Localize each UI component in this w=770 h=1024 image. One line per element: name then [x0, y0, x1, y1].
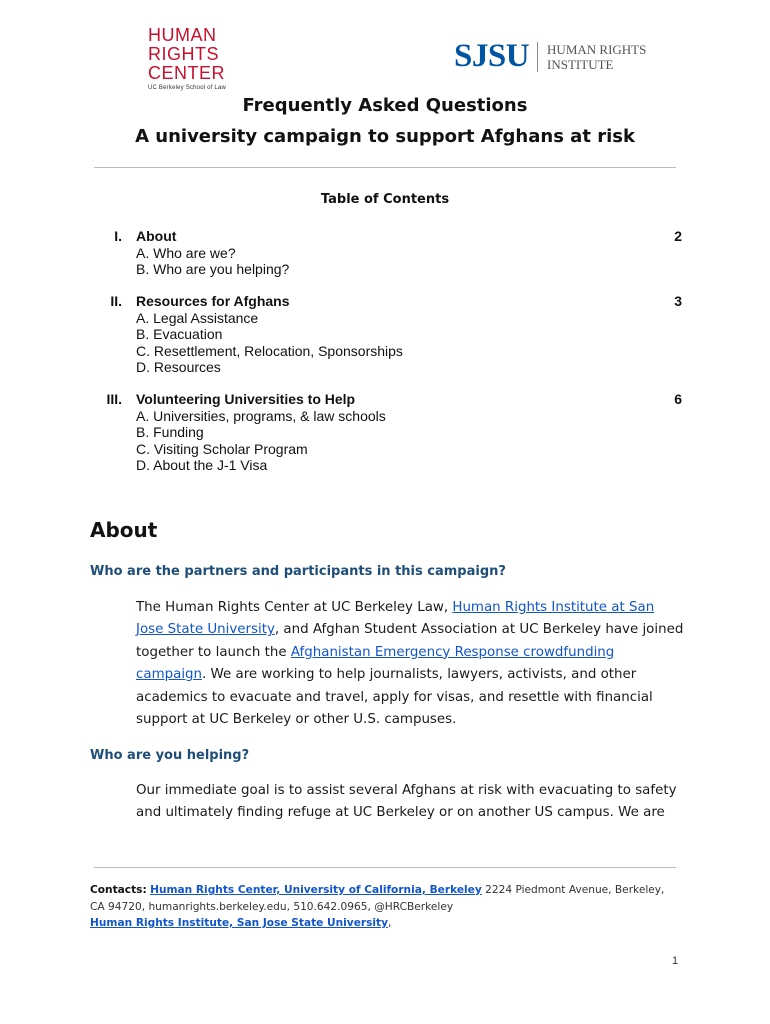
document-subtitle: A university campaign to support Afghans at risk [135, 126, 635, 147]
hri-contact-link[interactable]: Human Rights Institute, San Jose State University [90, 917, 389, 929]
about-heading: About [90, 518, 158, 542]
partners-paragraph [136, 597, 684, 731]
toc-item[interactable]: B. Funding [136, 424, 204, 440]
hrc-logo-line-1: HUMAN [148, 25, 217, 45]
hrc-logo-subtitle: UC Berkeley School of Law [148, 85, 227, 91]
hri-contact-details: , [388, 917, 392, 929]
hrc-logo-line-2: RIGHTS [148, 44, 220, 64]
toc-item[interactable]: B. Evacuation [136, 326, 223, 342]
page-number: 1 [672, 955, 679, 967]
toc-item[interactable]: C. Resettlement, Relocation, Sponsorships [136, 342, 403, 359]
toc-item[interactable]: D. Resources [136, 359, 221, 375]
toc-item[interactable]: B. Who are you helping? [136, 261, 290, 277]
toc-item[interactable]: C. Visiting Scholar Program [136, 440, 308, 457]
contacts-label: Contacts: [90, 884, 147, 896]
toc-item[interactable]: A. Universities, programs, & law schools [136, 407, 386, 424]
table-of-contents [88, 228, 682, 488]
question-partners: Who are the partners and participants in this campaign? [90, 564, 506, 579]
toc-section-heading[interactable]: About [136, 228, 177, 244]
sjsu-institute-line-2: INSTITUTE [547, 56, 614, 72]
title-divider [94, 167, 676, 168]
toc-section-number: II. [110, 293, 122, 309]
sjsu-wordmark: SJSU [454, 38, 530, 74]
toc-section-number: III. [106, 391, 122, 407]
sjsu-institute-name [547, 42, 646, 72]
hrc-contact-link[interactable]: Human Rights Center, University of California, Berkeley [150, 884, 482, 896]
document-title: Frequently Asked Questions [242, 95, 528, 116]
helping-paragraph: Our immediate goal is to assist several Afghans at risk with evacuating to safety and ultimately finding refuge at UC Berkeley or on another US campus. We are [136, 783, 677, 821]
toc-item[interactable]: A. Who are we? [136, 244, 236, 261]
hrc-contact-details: 2224 Piedmont Avenue, Berkeley, CA 94720, humanrights.berkeley.edu, 510.642.0965, @HRCBerkeley [90, 884, 665, 913]
footer-divider [94, 867, 676, 868]
sjsu-institute-line-1: HUMAN RIGHTS [547, 41, 647, 57]
question-helping: Who are you helping? [90, 748, 250, 763]
paragraph-text: The Human Rights Center at UC Berkeley Law, [136, 600, 453, 615]
hrc-logo-line-3: CENTER [148, 63, 226, 83]
toc-page-number: 2 [674, 228, 682, 244]
crowdfunding-campaign-link[interactable]: Afghanistan Emergency Response crowdfunding campaign [136, 644, 615, 683]
toc-item[interactable]: D. About the J-1 Visa [136, 457, 268, 473]
toc-item[interactable]: A. Legal Assistance [136, 309, 259, 326]
paragraph-text: . We are working to help journalists, lawyers, activists, and other academics to evacuate and travel, apply for visas, and resettle with financial support at UC Berkeley or other U.S. campuses. [136, 667, 653, 728]
sjsu-logo [454, 38, 646, 75]
toc-page-number: 3 [674, 293, 682, 309]
toc-page-number: 6 [674, 391, 682, 407]
toc-section-heading[interactable]: Volunteering Universities to Help [136, 391, 356, 407]
toc-section-number: I. [114, 228, 122, 244]
footer-contacts [90, 882, 682, 932]
paragraph-text: , and Afghan Student Association at UC Berkeley have joined together to launch the [136, 622, 684, 660]
toc-title: Table of Contents [320, 192, 450, 207]
sjsu-logo-divider [537, 42, 538, 72]
hrc-logo [148, 26, 228, 91]
hri-sjsu-link[interactable]: Human Rights Institute at San Jose State University [136, 600, 655, 638]
toc-section-heading[interactable]: Resources for Afghans [136, 293, 290, 309]
